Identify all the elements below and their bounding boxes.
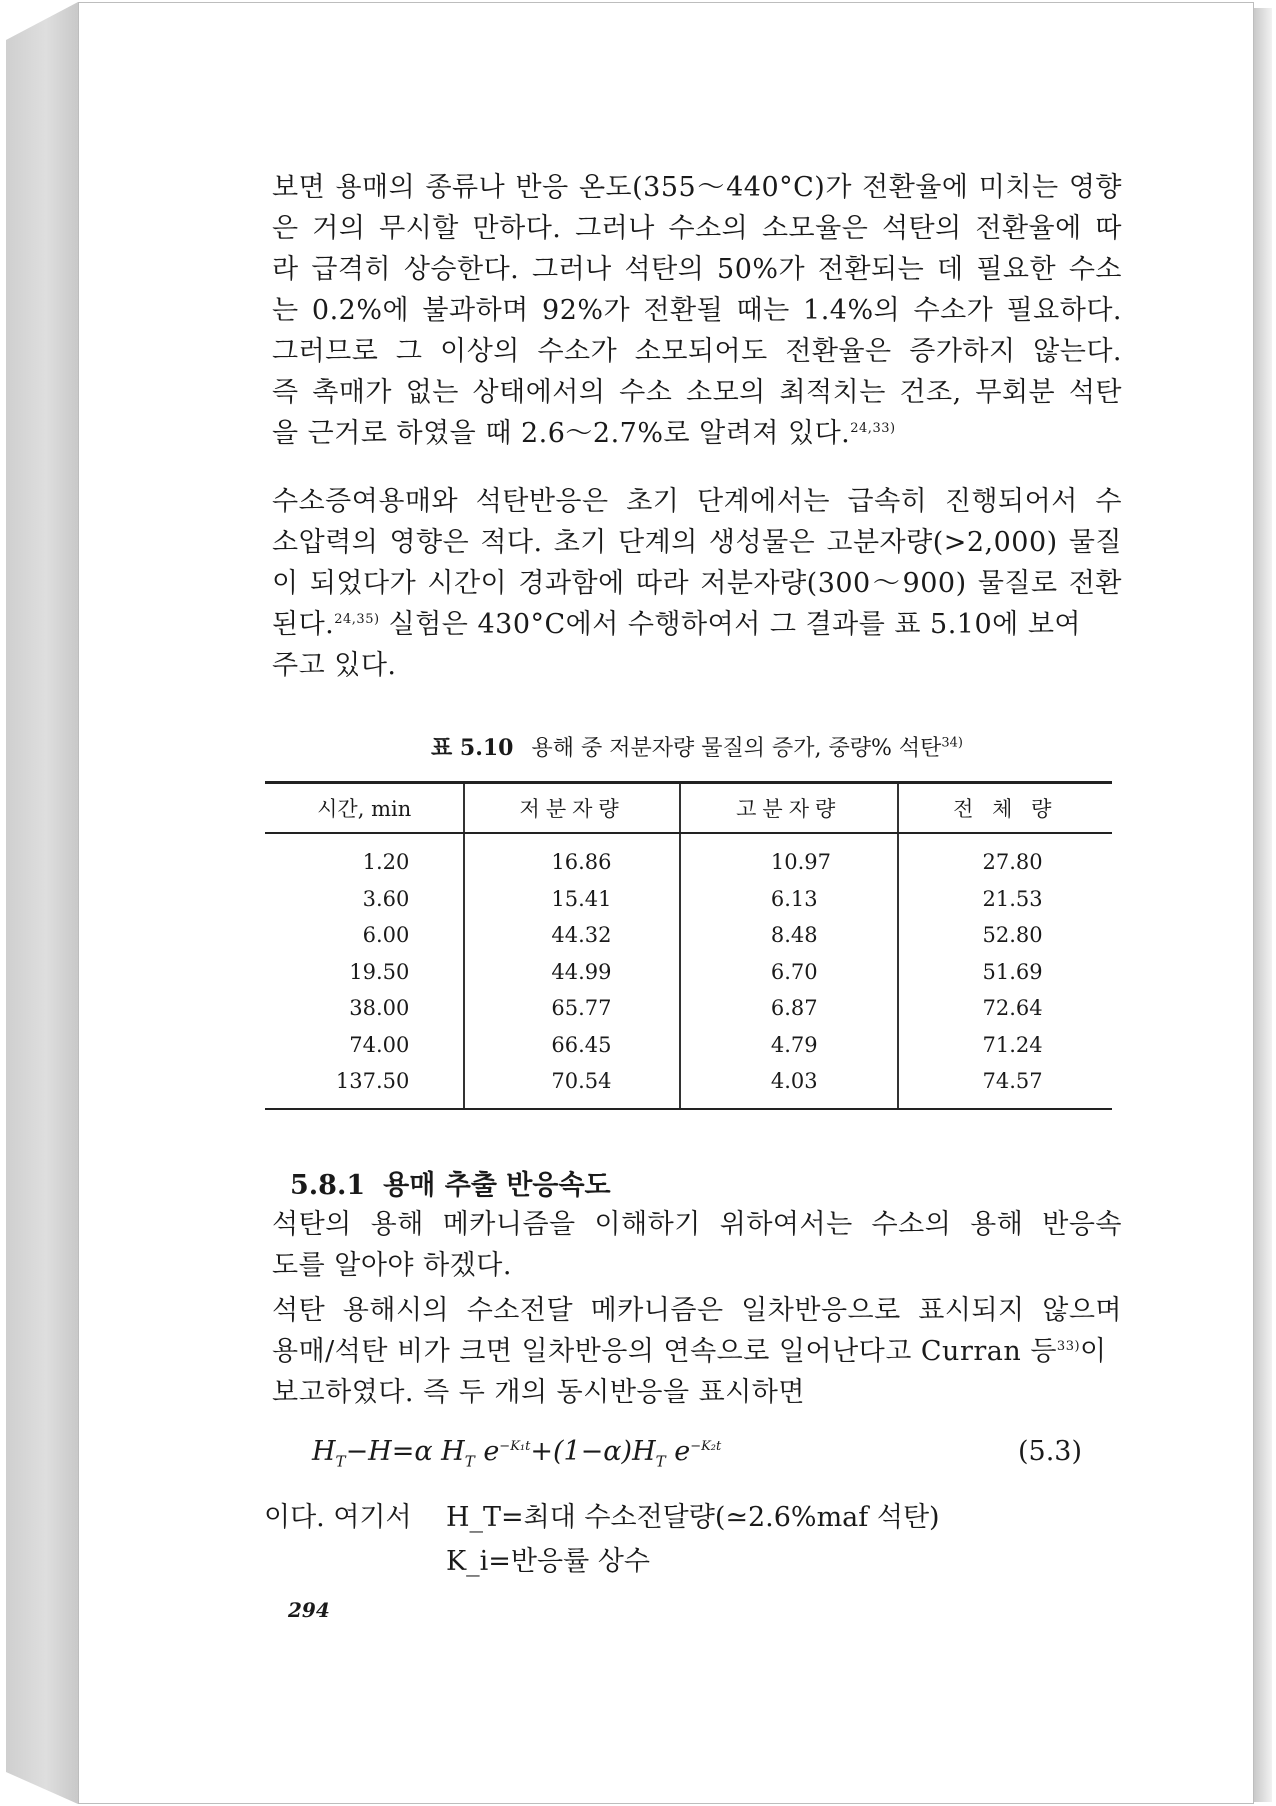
column-header: 전 체 량 — [898, 783, 1112, 834]
text-fragment: 을 근거로 하였을 때 2.6～2.7%로 알려져 있다. — [272, 418, 851, 449]
definition-line — [264, 1496, 940, 1540]
equation-subscript: T — [335, 1452, 346, 1471]
table-cell: 6.00 — [362, 923, 410, 948]
definition-line — [264, 1540, 650, 1584]
page-number: 294 — [288, 1598, 330, 1622]
table-cell: 137.50 — [265, 1063, 464, 1109]
table-cell: 15.41 — [464, 881, 680, 918]
column-header: 고분자량 — [680, 783, 898, 834]
text-line: 주고 있다. — [272, 650, 397, 681]
text-fragment: 용매/석탄 비가 크면 일차반응의 연속으로 일어난다고 Curran 등 — [272, 1336, 1057, 1367]
table-row — [265, 833, 1112, 881]
book-spine-edge — [6, 2, 78, 1804]
table-caption — [272, 733, 1122, 764]
text-line: 수소증여용매와 석탄반응은 초기 단계에서는 급속히 진행되어서 수 — [272, 486, 1122, 517]
paragraph-2 — [272, 481, 1122, 686]
table-number: 표 5.10 — [430, 735, 514, 761]
table-cell: 3.60 — [362, 886, 410, 911]
equation-term: +(1−α)H — [530, 1436, 656, 1467]
table-cell: 10.97 — [680, 833, 898, 881]
text-fragment: 실험은 430°C에서 수행하여서 그 결과를 표 5.10에 보여 — [379, 609, 1081, 640]
table-row — [265, 990, 1112, 1027]
table-cell: 4.03 — [680, 1063, 898, 1109]
equation-exponent: −K₂t — [690, 1439, 722, 1454]
text-line: 라 급격히 상승한다. 그러나 석탄의 50%가 전환되는 데 필요한 수소 — [272, 254, 1122, 285]
section-number: 5.8.1 — [290, 1170, 366, 1201]
where-lead: 이다. 여기서 — [264, 1502, 412, 1533]
table-row — [265, 954, 1112, 991]
column-header: 저분자량 — [464, 783, 680, 834]
table-cell: 72.64 — [898, 990, 1112, 1027]
equation-subscript: T — [655, 1452, 666, 1471]
definition-ht: H_T=최대 수소전달량(≃2.6%maf 석탄) — [446, 1502, 940, 1533]
table-cell: 6.87 — [680, 990, 898, 1027]
table-cell: 16.86 — [464, 833, 680, 881]
text-line: 즉 촉매가 없는 상태에서의 수소 소모의 최적치는 건조, 무회분 석탄 — [272, 377, 1122, 408]
text-line: 석탄 용해시의 수소전달 메카니즘은 일차반응으로 표시되지 않으며 — [272, 1295, 1122, 1326]
table-cell: 44.99 — [464, 954, 680, 991]
text-fragment: 된다. — [272, 609, 335, 640]
table-header-row — [265, 783, 1112, 834]
variable-definitions — [264, 1496, 940, 1584]
equation-term: H — [312, 1436, 336, 1467]
text-line: 이 되었다가 시간이 경과함에 따라 저분자량(300～900) 물질로 전환 — [272, 568, 1122, 599]
table-cell: 4.79 — [680, 1027, 898, 1064]
equation-number: (5.3) — [1017, 1436, 1082, 1467]
column-header: 시간, min — [265, 783, 464, 834]
equation-term: −H=α H — [345, 1436, 465, 1467]
table-cell: 44.32 — [464, 917, 680, 954]
reference-superscript: 24,35) — [334, 612, 380, 627]
table-cell: 1.20 — [362, 850, 410, 875]
table-cell: 8.48 — [680, 917, 898, 954]
section-heading — [290, 1166, 611, 1206]
table-cell: 70.54 — [464, 1063, 680, 1109]
data-table — [265, 781, 1112, 1110]
paragraph-1 — [272, 167, 1122, 454]
text-line: 소압력의 영향은 적다. 초기 단계의 생성물은 고분자량(>2,000) 물질 — [272, 527, 1122, 558]
text-line — [272, 604, 1122, 645]
table-cell: 51.69 — [898, 954, 1112, 991]
table-cell: 38.00 — [349, 996, 410, 1021]
table-cell: 65.77 — [464, 990, 680, 1027]
equation-subscript: T — [464, 1452, 475, 1471]
table-row — [265, 917, 1112, 954]
table-cell: 27.80 — [898, 833, 1112, 881]
text-line — [272, 1331, 1122, 1372]
equation-exponent: −K₁t — [499, 1439, 531, 1454]
equation-5-3: $H_T-H=\alpha$ $H_T$ $e^{-K_1t}+(1-\alpha)H_T$ $e^{-K_2t}$ (5.3) — [312, 1432, 1082, 1481]
text-line: 보고하였다. 즉 두 개의 동시반응을 표시하면 — [272, 1377, 805, 1408]
text-line: 는 0.2%에 불과하며 92%가 전환될 때는 1.4%의 수소가 필요하다. — [272, 295, 1122, 326]
table-cell: 74.57 — [898, 1063, 1112, 1109]
paragraph-4 — [272, 1290, 1122, 1413]
table-cell: 19.50 — [349, 959, 410, 984]
text-line: 그러므로 그 이상의 수소가 소모되어도 전환율은 증가하지 않는다. — [272, 336, 1122, 367]
table-cell: 6.13 — [680, 881, 898, 918]
table-row — [265, 881, 1112, 918]
section-title: 용매 추출 반응속도 — [383, 1170, 611, 1201]
table-cell: 74.00 — [349, 1032, 410, 1057]
table-cell: 52.80 — [898, 917, 1112, 954]
reference-superscript: 24,33) — [850, 421, 896, 436]
table-row — [265, 1063, 1112, 1109]
table-cell: 71.24 — [898, 1027, 1112, 1064]
text-fragment: 이 — [1080, 1336, 1107, 1367]
table-cell: 66.45 — [464, 1027, 680, 1064]
table-cell: 6.70 — [680, 954, 898, 991]
text-line — [272, 413, 1122, 454]
text-line: 보면 용매의 종류나 반응 온도(355～440°C)가 전환율에 미치는 영향 — [272, 172, 1122, 203]
definition-ki: K_i=반응률 상수 — [446, 1546, 650, 1577]
text-line: 은 거의 무시할 만하다. 그러나 수소의 소모율은 석탄의 전환율에 따 — [272, 213, 1122, 244]
table-row — [265, 1027, 1112, 1064]
table-title: 용해 중 저분자량 물질의 증가, 중량% 석탄 — [531, 736, 942, 761]
reference-superscript: 33) — [1056, 1339, 1081, 1354]
paragraph-3 — [272, 1204, 1122, 1286]
text-line: 도를 알아야 하겠다. — [272, 1250, 512, 1281]
text-line: 석탄의 용해 메카니즘을 이해하기 위하여서는 수소의 용해 반응속 — [272, 1209, 1122, 1240]
reference-superscript: 34) — [941, 735, 963, 751]
table-cell: 21.53 — [898, 881, 1112, 918]
page-edge-shadow — [1254, 8, 1272, 1802]
